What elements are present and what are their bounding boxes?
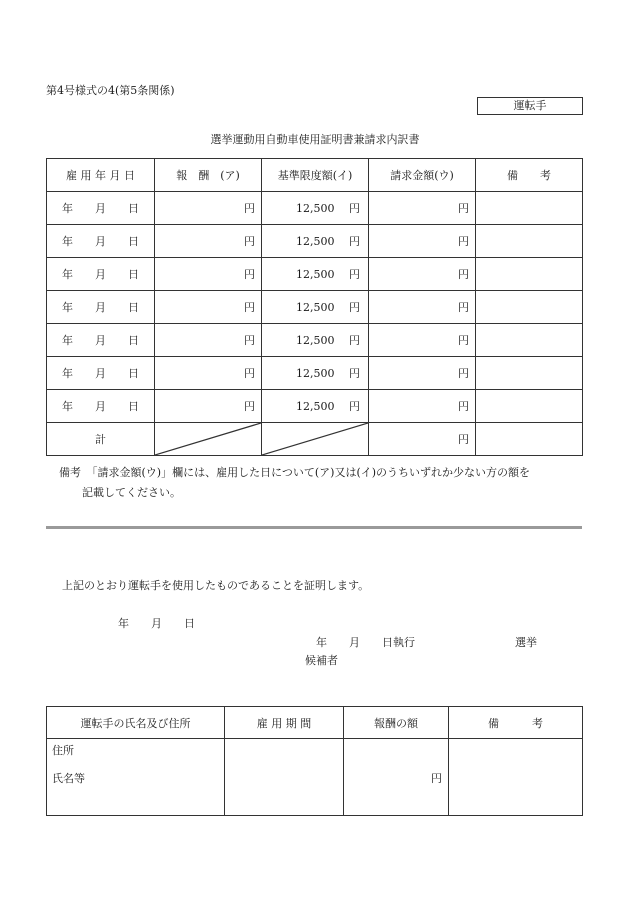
header-employment-period: 雇 用 期 間	[225, 707, 344, 739]
total-row	[47, 423, 583, 456]
diagonal-line	[155, 423, 261, 455]
remarks-cell[interactable]	[449, 739, 583, 816]
claim-cell[interactable]: 円	[369, 357, 476, 390]
date-cell[interactable]: 年 月 日	[47, 291, 155, 324]
date-cell[interactable]: 年 月 日	[47, 390, 155, 423]
limit-cell: 12,500 円	[262, 225, 369, 258]
usage-table-header	[47, 159, 583, 192]
claim-cell[interactable]: 円	[369, 291, 476, 324]
remarks-cell[interactable]	[476, 192, 583, 225]
yen-unit: 円	[431, 772, 442, 785]
driver-name-address-cell[interactable]	[47, 739, 225, 816]
table-row	[47, 192, 583, 225]
employment-period-cell[interactable]	[225, 739, 344, 816]
remarks-cell[interactable]	[476, 258, 583, 291]
remarks-note	[59, 463, 599, 503]
claim-cell[interactable]: 円	[369, 324, 476, 357]
date-cell[interactable]: 年 月 日	[47, 324, 155, 357]
claim-cell[interactable]: 円	[369, 192, 476, 225]
header-remarks: 備 考	[476, 159, 583, 192]
fee-cell[interactable]: 円	[155, 357, 262, 390]
fee-amount-cell[interactable]	[344, 739, 449, 816]
limit-cell: 12,500 円	[262, 390, 369, 423]
limit-cell: 12,500 円	[262, 258, 369, 291]
fee-cell[interactable]: 円	[155, 192, 262, 225]
header-fee-amount: 報酬の額	[344, 707, 449, 739]
driver-table	[46, 706, 583, 816]
remarks-cell[interactable]	[476, 357, 583, 390]
candidate-label: 候補者	[305, 654, 338, 667]
claim-cell[interactable]: 円	[369, 258, 476, 291]
header-remarks: 備 考	[449, 707, 583, 739]
section-divider	[46, 526, 582, 529]
fee-cell[interactable]: 円	[155, 324, 262, 357]
total-fee-crossed-cell	[155, 423, 262, 456]
fee-cell[interactable]: 円	[155, 258, 262, 291]
date-cell[interactable]: 年 月 日	[47, 225, 155, 258]
date-cell[interactable]: 年 月 日	[47, 357, 155, 390]
total-label: 計	[47, 423, 155, 456]
form-number: 第4号様式の4(第5条関係)	[46, 84, 175, 97]
table-row	[47, 225, 583, 258]
remarks-cell[interactable]	[476, 390, 583, 423]
header-driver-name-address: 運転手の氏名及び住所	[47, 707, 225, 739]
diagonal-line	[262, 423, 368, 455]
header-fee: 報 酬 (ア)	[155, 159, 262, 192]
date-cell[interactable]: 年 月 日	[47, 258, 155, 291]
limit-cell: 12,500 円	[262, 291, 369, 324]
total-claim-cell[interactable]: 円	[369, 423, 476, 456]
limit-cell: 12,500 円	[262, 192, 369, 225]
fee-cell[interactable]: 円	[155, 390, 262, 423]
table-row	[47, 324, 583, 357]
remarks-cell[interactable]	[476, 291, 583, 324]
driver-table-header	[47, 707, 583, 739]
certification-date[interactable]: 年 月 日	[118, 617, 195, 630]
remarks-note-line1: 備考 「請求金額(ウ)」欄には、雇用した日について(ア)又は(イ)のうちいずれか少ない方の額を	[59, 466, 531, 479]
remarks-cell[interactable]	[476, 324, 583, 357]
name-label: 氏名等	[52, 772, 85, 785]
header-claim: 請求金額(ウ)	[369, 159, 476, 192]
usage-table	[46, 158, 583, 456]
remarks-note-line2: 記載してください。	[82, 486, 181, 499]
role-box: 運転手	[477, 97, 583, 115]
fee-cell[interactable]: 円	[155, 291, 262, 324]
limit-cell: 12,500 円	[262, 324, 369, 357]
election-label: 選挙	[515, 636, 537, 649]
claim-cell[interactable]: 円	[369, 225, 476, 258]
address-label: 住所	[52, 744, 74, 757]
limit-cell: 12,500 円	[262, 357, 369, 390]
document-title: 選挙運動用自動車使用証明書兼請求内訳書	[210, 133, 420, 146]
total-remarks-cell[interactable]	[476, 423, 583, 456]
table-row	[47, 390, 583, 423]
table-row	[47, 258, 583, 291]
date-cell[interactable]: 年 月 日	[47, 192, 155, 225]
claim-cell[interactable]: 円	[369, 390, 476, 423]
table-row	[47, 357, 583, 390]
header-limit: 基準限度額(イ)	[262, 159, 369, 192]
certification-text: 上記のとおり運転手を使用したものであることを証明します。	[62, 579, 370, 592]
driver-table-row	[47, 739, 583, 816]
fee-cell[interactable]: 円	[155, 225, 262, 258]
table-row	[47, 291, 583, 324]
remarks-cell[interactable]	[476, 225, 583, 258]
total-limit-crossed-cell	[262, 423, 369, 456]
election-execution-date[interactable]: 年 月 日執行	[316, 636, 415, 649]
header-employment-date: 雇 用 年 月 日	[47, 159, 155, 192]
